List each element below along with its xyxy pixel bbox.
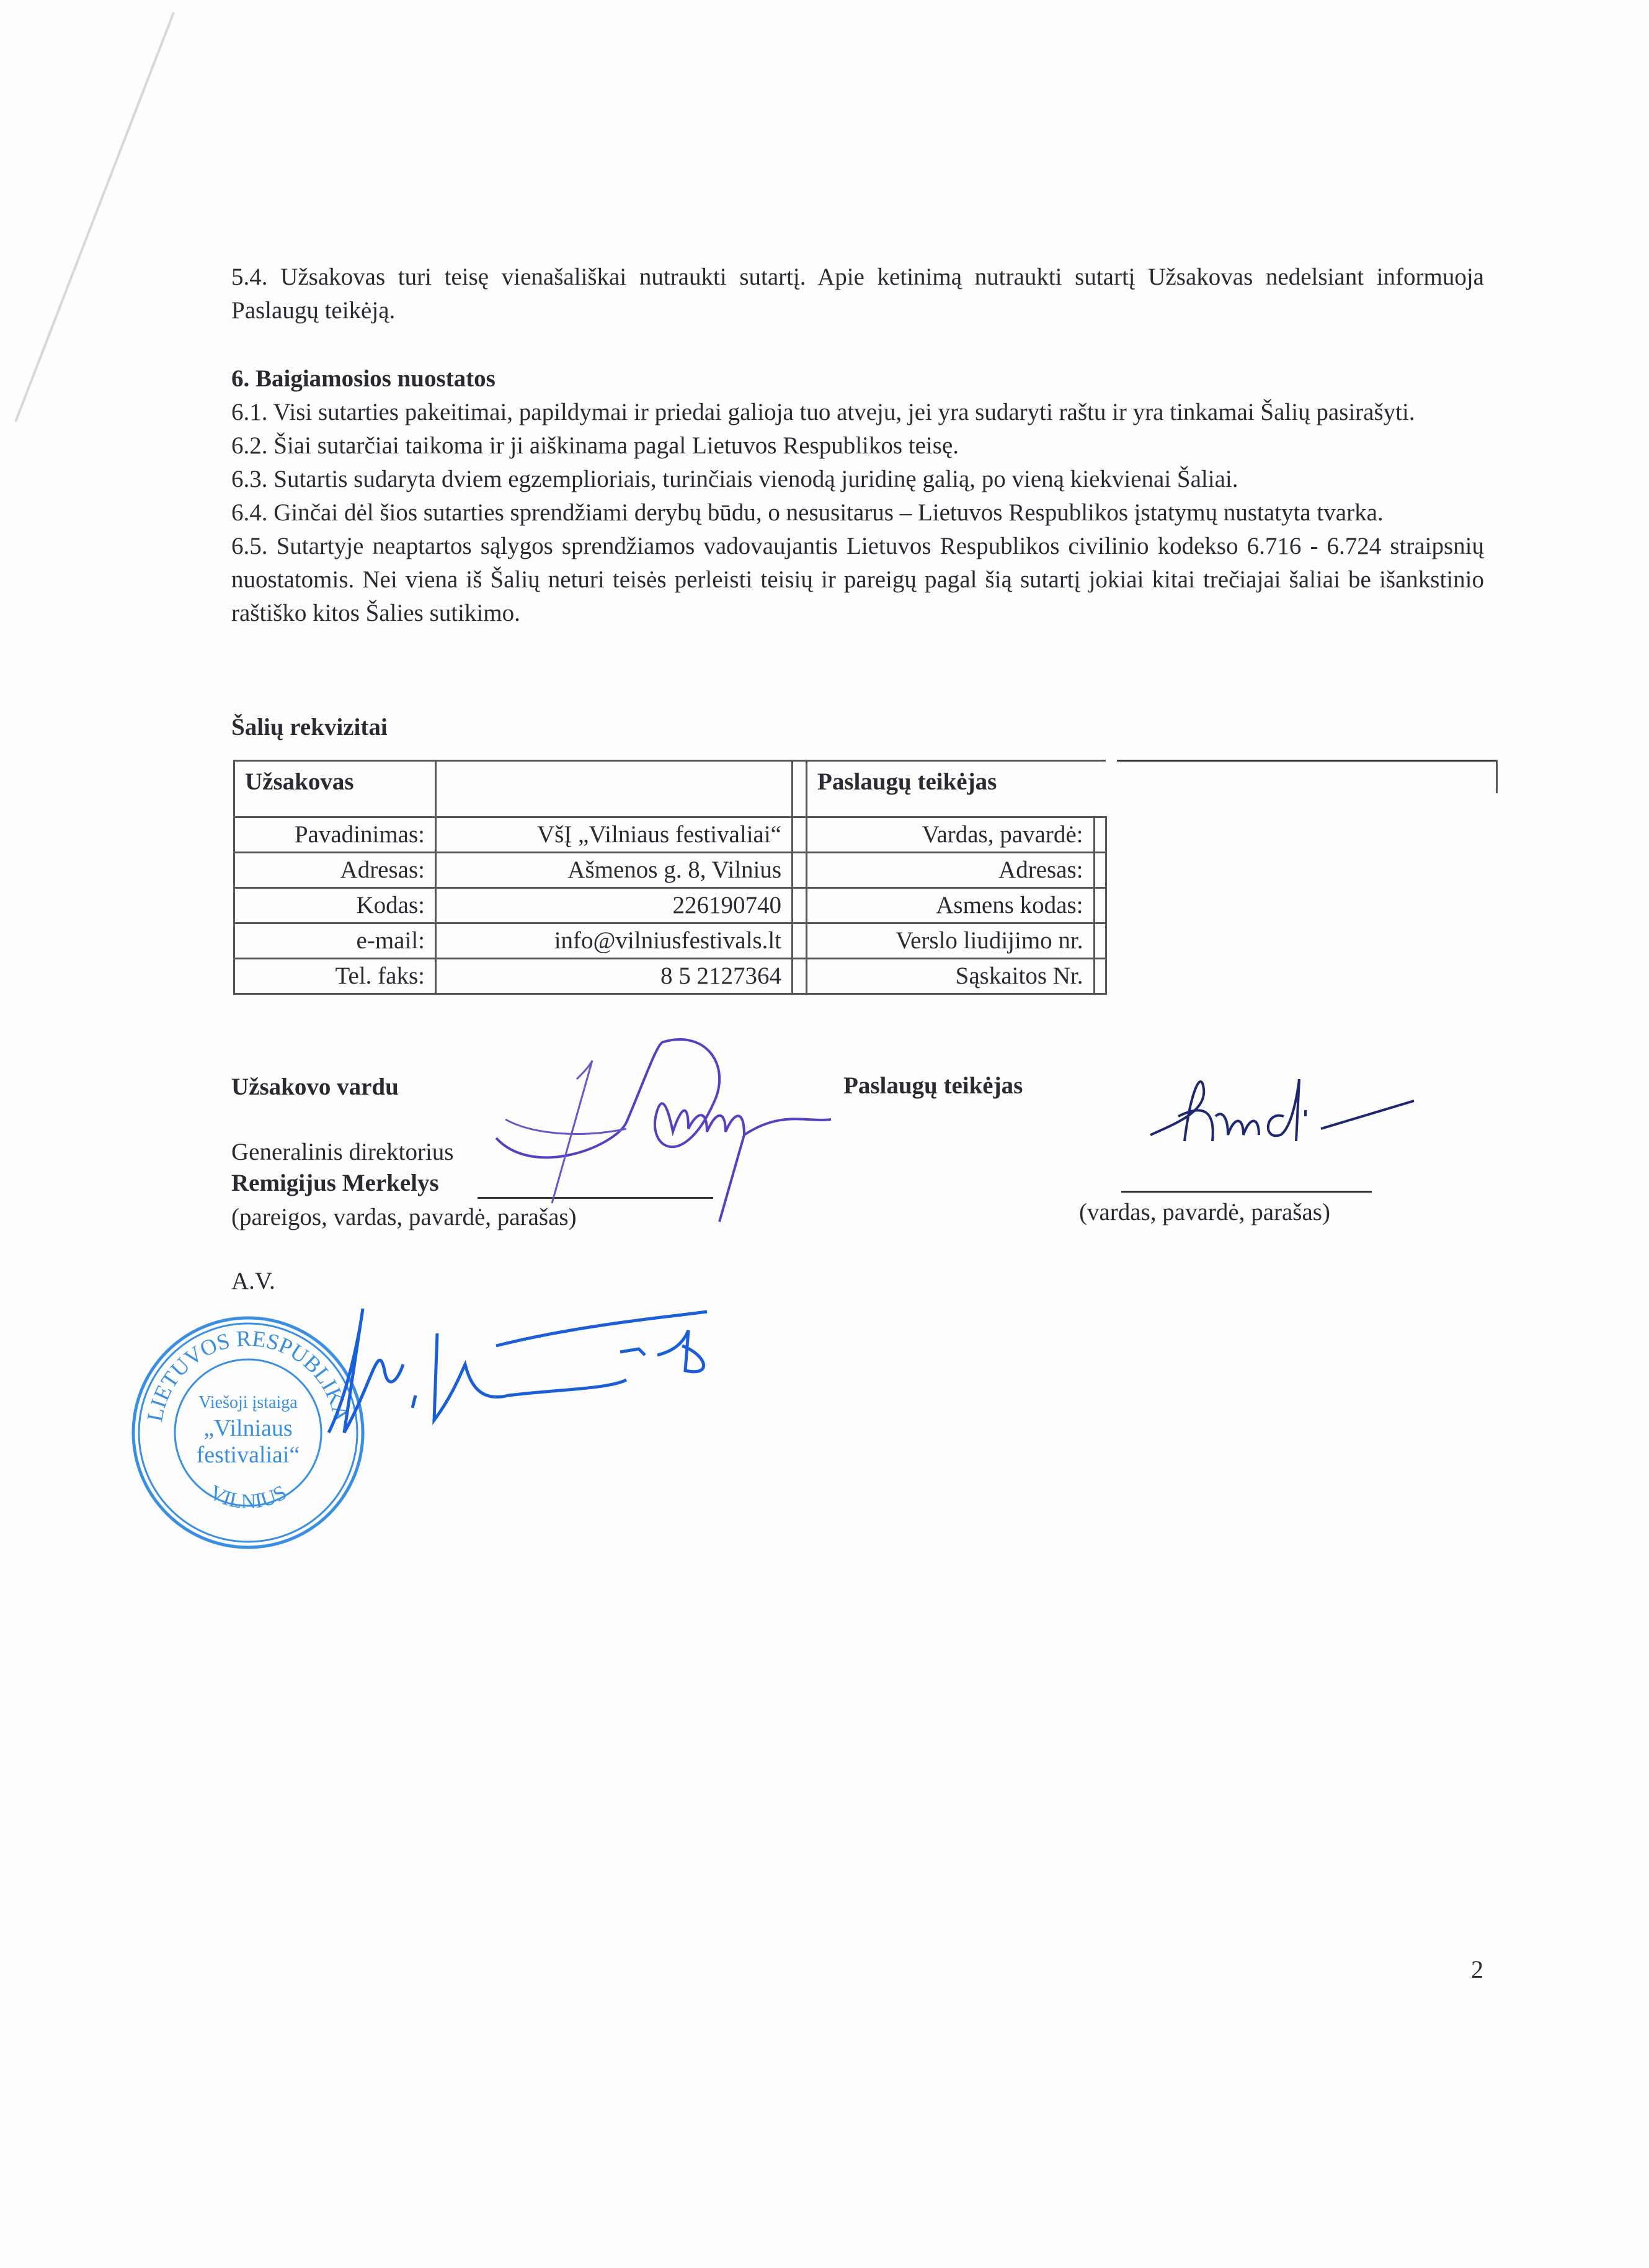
table-row: [234, 959, 1106, 994]
table-row: [234, 888, 1106, 923]
table-header-row: [234, 761, 1106, 817]
provider-label: Vardas, pavardė:: [807, 817, 1095, 853]
provider-value: [1094, 959, 1106, 994]
provider-sign-heading: Paslaugų teikėjas: [843, 1072, 1023, 1099]
provider-caption: (vardas, pavardė, parašas): [1079, 1199, 1330, 1225]
spacer: [1094, 761, 1106, 817]
stamp-bottom-text: VILNIUS: [205, 1480, 291, 1514]
value: 8 5 2127364: [436, 959, 793, 994]
spacer: [793, 888, 807, 923]
customer-signature-blue: [310, 1271, 856, 1445]
provider-value: [1094, 923, 1106, 959]
customer-name: Remigijus Merkelys: [231, 1170, 439, 1196]
spacer: [793, 959, 807, 994]
spacer: [793, 853, 807, 888]
value: Ašmenos g. 8, Vilnius: [436, 853, 793, 888]
stamp-place-label: A.V.: [231, 1268, 275, 1294]
label: Adresas:: [234, 853, 436, 888]
stamp-inner-line2: „Vilniaus: [203, 1415, 293, 1441]
clause-6-1: 6.1. Visi sutarties pakeitimai, papildymai ir priedai galioja tuo atveju, jei yra sudaryti raštu ir yra tinkamai Šalių pasirašyti.: [231, 399, 1415, 425]
stamp-inner-line1: Viešoji įstaiga: [198, 1393, 298, 1412]
clause-5-4: [231, 260, 1484, 327]
provider-label: Sąskaitos Nr.: [807, 959, 1095, 994]
provider-label: Asmens kodas:: [807, 888, 1095, 923]
scan-edge-mark: [0, 0, 186, 434]
clause-6-3: 6.3. Sutartis sudaryta dviem egzemplioriais, turinčiais vienodą juridinę galią, po vieną kiekvienai Šaliai.: [231, 466, 1238, 492]
table-row: [234, 853, 1106, 888]
customer-caption: (pareigos, vardas, pavardė, parašas): [231, 1204, 577, 1230]
table-row: [234, 923, 1106, 959]
value: 226190740: [436, 888, 793, 923]
table-right-edge: [1496, 760, 1498, 793]
clause-text: 5.4. Užsakovas turi teisę vienašališkai nutraukti sutartį. Apie ketinimą nutraukti sutartį Užsakovas nedelsiant informuoja Paslaugų teikėją.: [231, 264, 1484, 324]
requisites-heading: Šalių rekvizitai: [231, 714, 388, 740]
label: Pavadinimas:: [234, 817, 436, 853]
clause-6-2: 6.2. Šiai sutarčiai taikoma ir ji aiškinama pagal Lietuvos Respublikos teisę.: [231, 432, 959, 459]
clause-6-4: 6.4. Ginčai dėl šios sutarties sprendžiami derybų būdu, o nesusitarus – Lietuvos Respublikos įstatymų nustatyta tvarka.: [231, 499, 1384, 526]
section-heading: 6. Baigiamosios nuostatos: [231, 365, 496, 392]
customer-signature-purple: [459, 1017, 843, 1278]
table-row: [234, 817, 1106, 853]
section-6: [231, 362, 1484, 630]
customer-header: Užsakovas: [234, 761, 436, 817]
provider-value: [1094, 888, 1106, 923]
provider-label: Adresas:: [807, 853, 1095, 888]
table-top-extension: [1117, 760, 1498, 762]
spacer: [793, 923, 807, 959]
spacer: [793, 817, 807, 853]
provider-value: [1094, 853, 1106, 888]
label: Kodas:: [234, 888, 436, 923]
customer-position: Generalinis direktorius: [231, 1139, 454, 1165]
provider-label: Verslo liudijimo nr.: [807, 923, 1095, 959]
page-number: 2: [1471, 1955, 1483, 1983]
provider-signature: [1141, 1067, 1426, 1166]
header-empty: [436, 761, 793, 817]
requisites-table: [233, 760, 1107, 995]
stamp-inner-line3: festivaliai“: [196, 1442, 300, 1468]
value: VšĮ „Vilniaus festivaliai“: [436, 817, 793, 853]
label: Tel. faks:: [234, 959, 436, 994]
customer-sign-heading: Užsakovo vardu: [231, 1074, 399, 1100]
spacer: [793, 761, 807, 817]
provider-signature-line: [1121, 1191, 1372, 1193]
clause-6-5: 6.5. Sutartyje neaptartos sąlygos sprendžiamos vadovaujantis Lietuvos Respublikos civilinio kodekso 6.716 - 6.724 straipsnių nuostatomis. Nei viena iš Šalių neturi teisės perleisti teisių ir pareigų pagal šią sutartį jokiai kitai trečiajai šaliai be išankstinio raštiško kitos Šalies sutikimo.: [231, 533, 1484, 626]
stamp-outer-text: LIETUVOS RESPUBLIKA: [142, 1325, 354, 1424]
value: info@vilniusfestivals.lt: [436, 923, 793, 959]
label: e-mail:: [234, 923, 436, 959]
provider-header: Paslaugų teikėjas: [807, 761, 1095, 817]
provider-value: [1094, 817, 1106, 853]
